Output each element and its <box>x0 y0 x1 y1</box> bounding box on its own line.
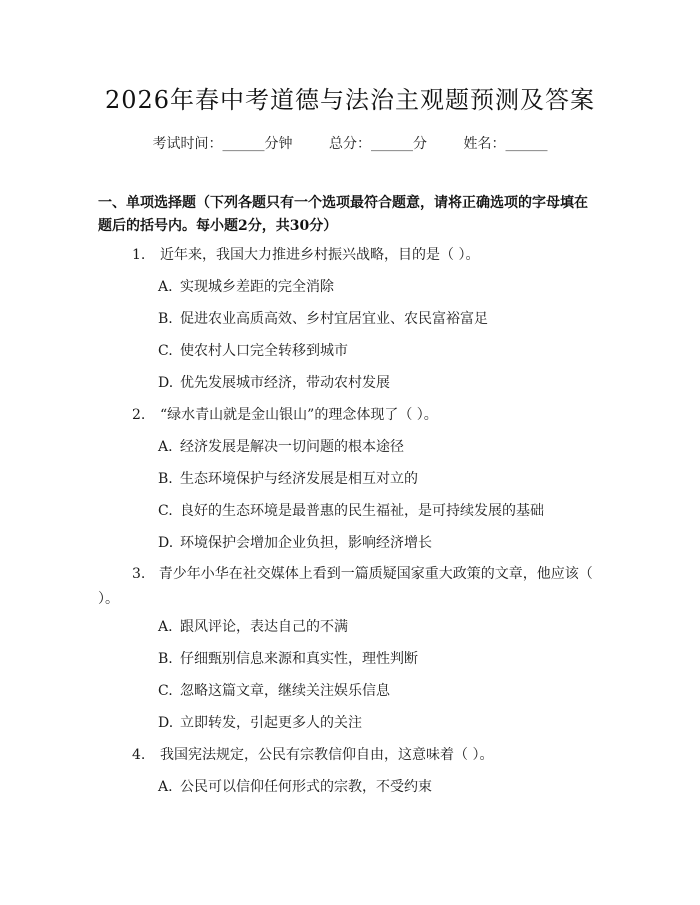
option-label: D. <box>158 715 174 731</box>
exam-time-field: 考试时间：______分钟 <box>152 136 293 152</box>
question-text: 我国宪法规定，公民有宗教信仰自由，这意味着（ ）。 <box>160 747 494 763</box>
question-2-stem <box>132 404 438 424</box>
option-text: 使农村人口完全转移到城市 <box>180 343 348 359</box>
option-label: B. <box>158 311 173 327</box>
question-3-option-a <box>158 616 348 636</box>
question-number: 4. <box>132 747 146 763</box>
exam-meta <box>0 133 700 153</box>
question-1-stem <box>132 244 479 264</box>
student-name-field: 姓名：______ <box>463 136 548 152</box>
option-label: A. <box>158 439 173 455</box>
option-label: D. <box>158 535 174 551</box>
question-text: “绿水青山就是金山银山”的理念体现了（ ）。 <box>160 407 438 423</box>
option-label: C. <box>158 503 173 519</box>
option-text: 促进农业高质高效、乡村宜居宜业、农民富裕富足 <box>180 311 488 327</box>
option-text: 生态环境保护与经济发展是相互对立的 <box>180 471 418 487</box>
question-2-option-a <box>158 436 404 456</box>
option-label: A. <box>158 619 173 635</box>
question-1-option-b <box>158 308 488 328</box>
question-text: 近年来，我国大力推进乡村振兴战略，目的是（ ）。 <box>160 247 480 263</box>
option-text: 经济发展是解决一切问题的根本途径 <box>180 439 404 455</box>
option-text: 实现城乡差距的完全消除 <box>180 279 334 295</box>
question-1-option-d <box>158 372 390 392</box>
question-1-option-c <box>158 340 348 360</box>
question-number: 3. <box>132 566 146 582</box>
question-number: 1. <box>132 247 146 263</box>
option-text: 公民可以信仰任何形式的宗教，不受约束 <box>180 779 432 795</box>
option-label: B. <box>158 651 173 667</box>
question-3-option-c <box>158 680 390 700</box>
option-label: D. <box>158 375 174 391</box>
question-3-option-d <box>158 712 362 732</box>
option-label: A. <box>158 279 173 295</box>
question-1-option-a <box>158 276 334 296</box>
option-text: 立即转发，引起更多人的关注 <box>180 715 362 731</box>
section-heading: 一、单项选择题（下列各题只有一个选项最符合题意，请将正确选项的字母填在题后的括号内。每小题2分，共30分） <box>98 195 588 234</box>
option-label: C. <box>158 343 173 359</box>
option-text: 跟风评论，表达自己的不满 <box>180 619 348 635</box>
option-label: B. <box>158 471 173 487</box>
option-text: 忽略这篇文章，继续关注娱乐信息 <box>180 683 390 699</box>
option-text: 良好的生态环境是最普惠的民生福祉，是可持续发展的基础 <box>180 503 544 519</box>
question-2-option-c <box>158 500 544 520</box>
question-number: 2. <box>132 407 146 423</box>
question-4-stem <box>132 744 493 764</box>
option-text: 仔细甄别信息来源和真实性，理性判断 <box>180 651 418 667</box>
question-2-option-d <box>158 532 432 552</box>
option-text: 环境保护会增加企业负担，影响经济增长 <box>180 535 432 551</box>
option-text: 优先发展城市经济，带动农村发展 <box>180 375 390 391</box>
question-3-stem <box>98 562 598 612</box>
total-score-field: 总分：______分 <box>329 136 427 152</box>
question-2-option-b <box>158 468 418 488</box>
question-text: 青少年小华在社交媒体上看到一篇质疑国家重大政策的文章，他应该（ ）。 <box>98 566 593 607</box>
question-3-option-b <box>158 648 418 668</box>
question-4-option-a <box>158 776 432 796</box>
option-label: C. <box>158 683 173 699</box>
page-title: 2026年春中考道德与法治主观题预测及答案 <box>104 86 596 114</box>
option-label: A. <box>158 779 173 795</box>
